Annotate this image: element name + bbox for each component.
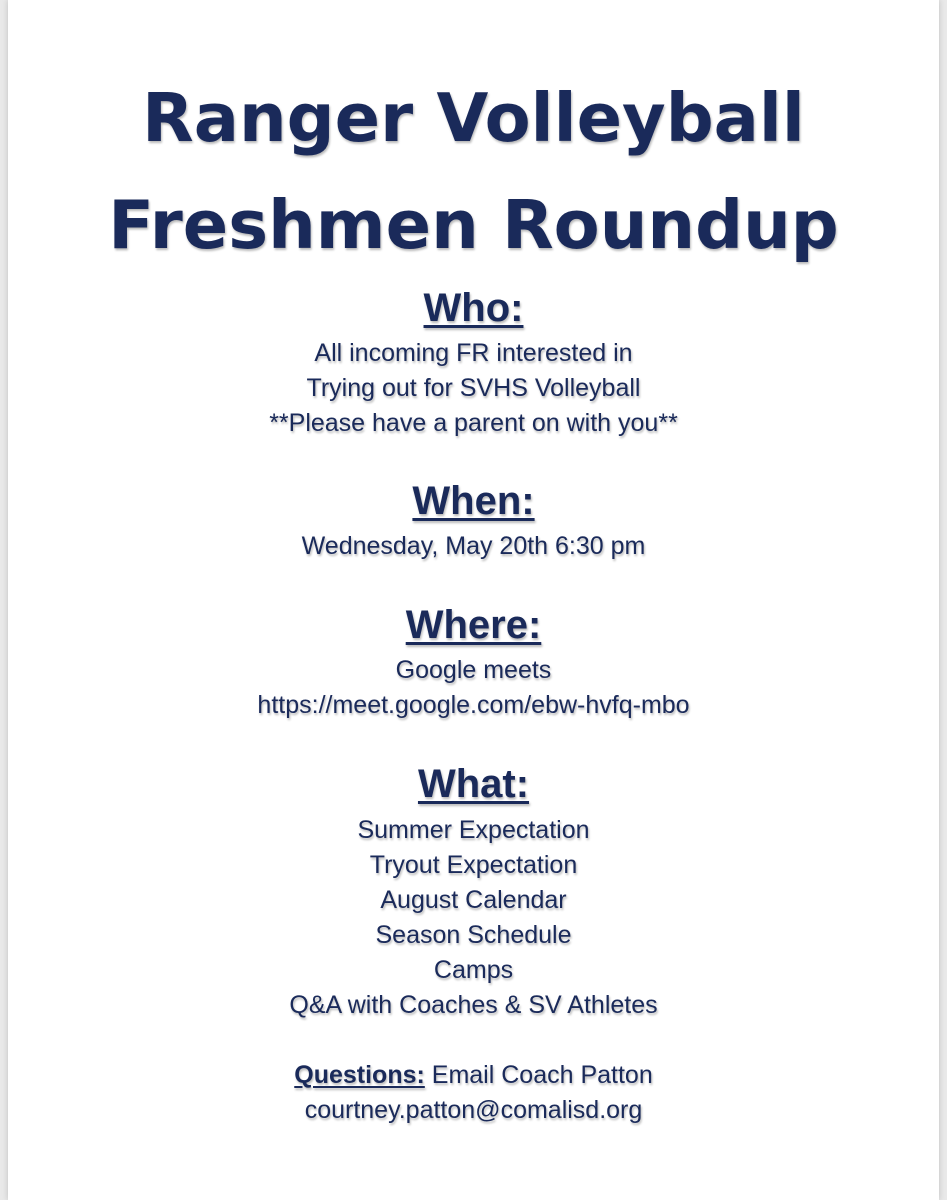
what-item-1: Summer Expectation [357, 816, 590, 844]
title-line-2: Freshmen Roundup [108, 186, 839, 264]
who-line-1: All incoming FR interested in [314, 339, 633, 367]
what-item-6: Q&A with Coaches & SV Athletes [289, 991, 658, 1019]
where-line-1: Google meets [395, 656, 552, 684]
questions-line [0, 1060, 947, 1090]
what-item-2: Tryout Expectation [369, 851, 578, 879]
what-item-5: Camps [433, 956, 514, 984]
what-item-3: August Calendar [380, 886, 567, 914]
who-heading: Who: [423, 286, 524, 330]
title-line-1: Ranger Volleyball [142, 79, 805, 157]
what-heading: What: [417, 762, 530, 806]
who-line-2: Trying out for SVHS Volleyball [306, 374, 641, 402]
when-line-1: Wednesday, May 20th 6:30 pm [301, 532, 646, 560]
who-line-3: **Please have a parent on with you** [269, 409, 678, 437]
questions-label: Questions: [294, 1061, 425, 1089]
flyer-page [8, 0, 939, 1200]
questions-text: Email Coach Patton [424, 1061, 653, 1089]
where-heading: Where: [405, 603, 542, 647]
what-item-4: Season Schedule [375, 921, 572, 949]
where-meet-link: https://meet.google.com/ebw-hvfq-mbo [257, 691, 690, 719]
questions-email: courtney.patton@comalisd.org [304, 1096, 643, 1124]
when-heading: When: [412, 479, 535, 523]
